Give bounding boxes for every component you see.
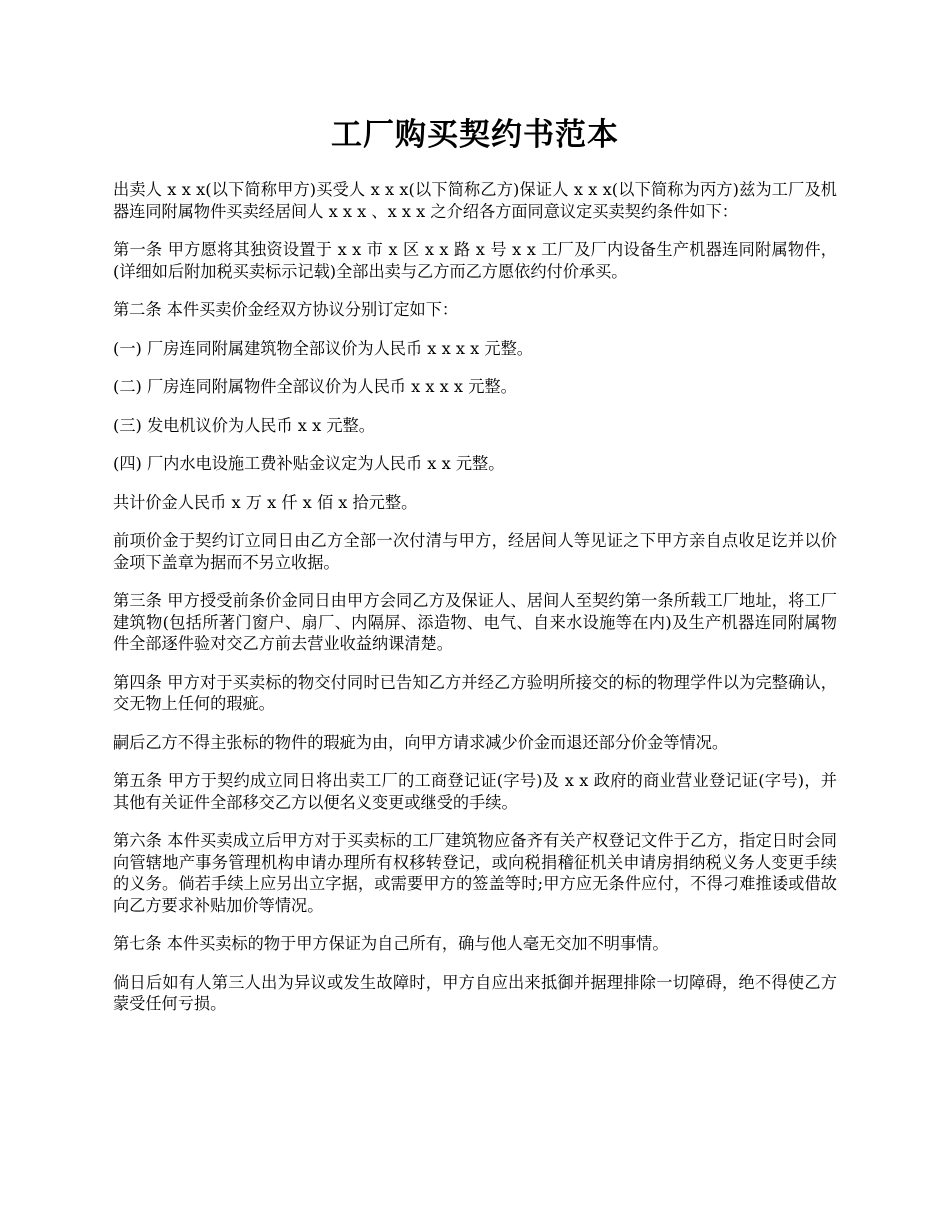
paragraph-article-4-cont: 嗣后乙方不得主张标的物件的瑕疵为由，向甲方请求减少价金而退还部分价金等情况。 — [113, 732, 729, 752]
document-body — [113, 179, 837, 1015]
paragraph-article-5: 第五条 甲方于契约成立同日将出卖工厂的工商登记证(字号)及 x x 政府的商业营业登记证(字号)，并其他有关证件全部移交乙方以便名义变更或继受的手续。 — [113, 771, 837, 812]
paragraph-article-1: 第一条 甲方愿将其独资设置于 x x 市 x 区 x x 路 x 号 x x 工厂及厂内设备生产机器连同附属物件，(详细如后附加税买卖标示记载)全部出卖与乙方而乙方愿依约付价承买。 — [113, 240, 837, 281]
paragraph-article-7-cont: 倘日后如有人第三人出为异议或发生故障时，甲方自应出来抵御并据理排除一切障碍，绝不得使乙方蒙受任何亏损。 — [113, 972, 837, 1013]
paragraph-price-item-3: (三) 发电机议价为人民币 x x 元整。 — [113, 415, 375, 435]
paragraph-price-total: 共计价金人民币 x 万 x 仟 x 佰 x 拾元整。 — [113, 492, 418, 512]
paragraph-price-item-1: (一) 厂房连同附属建筑物全部议价为人民币 x x x x 元整。 — [113, 338, 533, 358]
paragraph-preamble: 出卖人 x x x(以下简称甲方)买受人 x x x(以下简称乙方)保证人 x x x(以下简称为丙方)兹为工厂及机器连同附属物件买卖经居间人 x x x 、x x x 之介绍各方面同意议定买卖契约条件如下： — [113, 180, 837, 221]
paragraph-payment: 前项价金于契约订立同日由乙方全部一次付清与甲方，经居间人等见证之下甲方亲自点收足讫并以价金项下盖章为据而不另立收据。 — [113, 531, 837, 572]
paragraph-article-4: 第四条 甲方对于买卖标的物交付同时已告知乙方并经乙方验明所接交的标的物理学件以为完整确认，交无物上任何的瑕疵。 — [113, 672, 837, 713]
paragraph-price-item-2: (二) 厂房连同附属物件全部议价为人民币 x x x x 元整。 — [113, 377, 517, 396]
paragraph-article-7: 第七条 本件买卖标的物于甲方保证为自己所有，确与他人毫无交加不明事情。 — [113, 934, 669, 953]
document-title: 工厂购买契约书范本 — [331, 117, 619, 153]
paragraph-article-2: 第二条 本件买卖价金经双方协议分别订定如下： — [113, 300, 459, 319]
paragraph-article-3: 第三条 甲方授受前条价金同日由甲方会同乙方及保证人、居间人至契约第一条所载工厂地址，将工厂建筑物(包括所著门窗户、扇厂、内隔屏、添造物、电气、自来水设施等在内)及生产机器连同附属物件全部逐件验对交乙方前去营业收益纳课清楚。 — [113, 591, 837, 653]
paragraph-article-6: 第六条 本件买卖成立后甲方对于买卖标的工厂建筑物应备齐有关产权登记文件于乙方，指定日时会同向管辖地产事务管理机构申请办理所有权移转登记，或向税捐稽征机关申请房捐纳税义务人变更手续的义务。倘若手续上应另出立字据，或需要甲方的签盖等时;甲方应无条件应付，不得刁难推诿或借故向乙方要求补贴加价等情况。 — [113, 831, 837, 915]
paragraph-price-item-4: (四) 厂内水电设施工费补贴金议定为人民币 x x 元整。 — [113, 454, 505, 473]
